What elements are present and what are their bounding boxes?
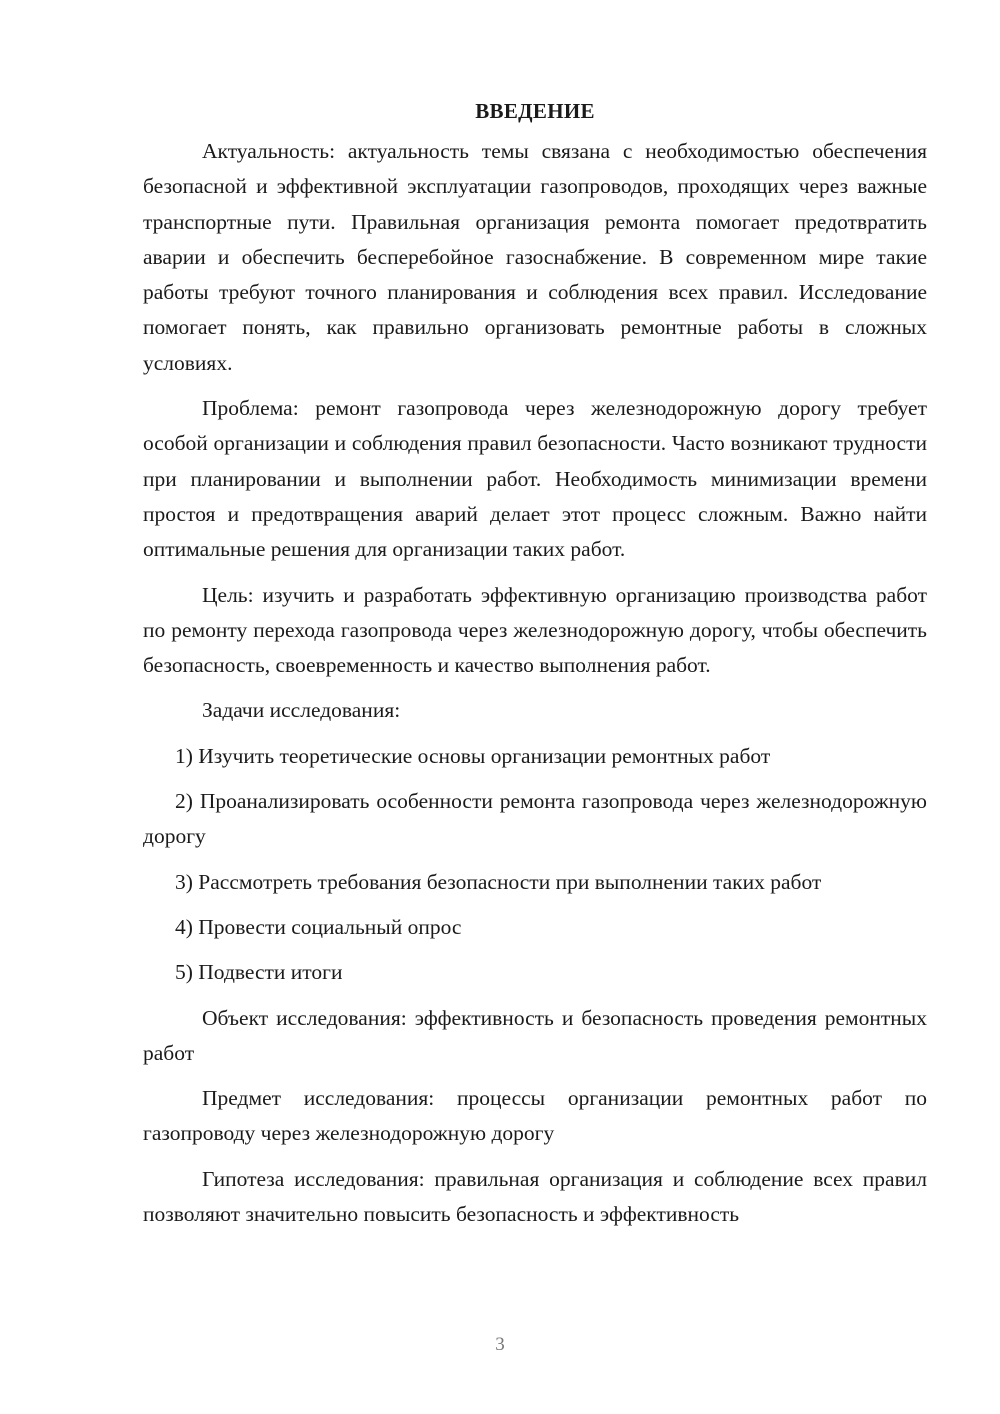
page-title: ВВЕДЕНИЕ [475, 99, 595, 123]
relevance-paragraph: Актуальность: актуальность темы связана с необходимостью обеспечения безопасной и эффективной эксплуатации газопроводов, проходящих через важные транспортные пути. Правильная организация ремонта помогает предотвратить аварии и обеспечить бесперебойное газоснабжение. В современном мире такие работы требуют точного планирования и соблюдения всех правил. Исследование помогает понять, как правильно организовать ремонтные работы в сложных условиях. [143, 139, 927, 375]
tasks-heading: Задачи исследования: [202, 698, 401, 723]
task-item-1: 1) Изучить теоретические основы организации ремонтных работ [175, 743, 771, 768]
task-item-2: 2) Проанализировать особенности ремонта газопровода через железнодорожную дорогу [143, 789, 927, 849]
task-item-5: 5) Подвести итоги [175, 960, 343, 985]
task-item-4: 4) Провести социальный опрос [175, 914, 462, 939]
page-number: 3 [495, 1334, 505, 1355]
page-content [143, 94, 927, 1242]
subject-paragraph: Предмет исследования: процессы организации ремонтных работ по газопроводу через железнодорожную дорогу [143, 1086, 927, 1146]
goal-paragraph: Цель: изучить и разработать эффективную организацию производства работ по ремонту перехода газопровода через железнодорожную дорогу, чтобы обеспечить безопасность, своевременность и качество выполнения работ. [143, 582, 927, 678]
problem-paragraph: Проблема: ремонт газопровода через железнодорожную дорогу требует особой организации и соблюдения правил безопасности. Часто возникают трудности при планировании и выполнении работ. Необходимость минимизации времени простоя и предотвращения аварий делает этот процесс сложным. Важно найти оптимальные решения для организации таких работ. [143, 396, 927, 562]
object-paragraph: Объект исследования: эффективность и безопасность проведения ремонтных работ [143, 1005, 927, 1065]
task-item-3: 3) Рассмотреть требования безопасности при выполнении таких работ [175, 869, 822, 894]
hypothesis-paragraph: Гипотеза исследования: правильная организация и соблюдение всех правил позволяют значительно повысить безопасность и эффективность [143, 1166, 927, 1227]
